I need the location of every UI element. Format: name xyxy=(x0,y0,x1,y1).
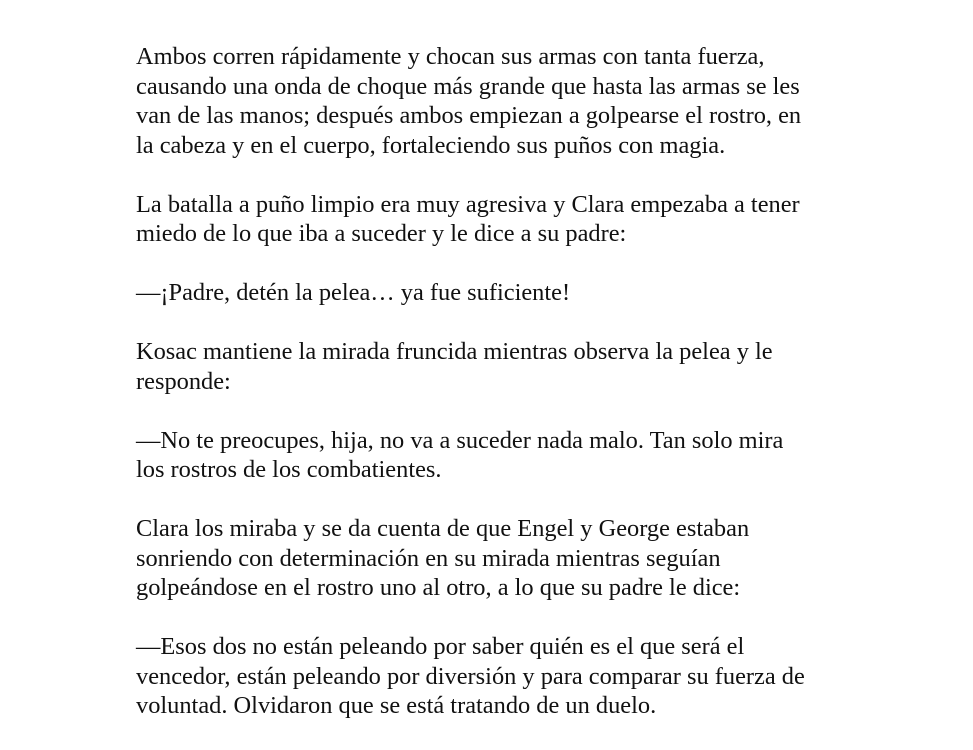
text-line: La batalla a puño limpio era muy agresiva y Clara empezaba a tener xyxy=(136,190,800,218)
text-line: los rostros de los combatientes. xyxy=(136,456,442,483)
paragraph-4 xyxy=(136,337,851,396)
paragraph-3-dialogue xyxy=(136,278,851,308)
text-line: la cabeza y en el cuerpo, fortaleciendo sus puños con magia. xyxy=(136,131,726,159)
text-line: van de las manos; después ambos empiezan a golpearse el rostro, en xyxy=(136,102,802,129)
text-line: sonriendo con determinación en su mirada mientras seguían xyxy=(136,544,721,572)
text-line: Ambos corren rápidamente y chocan sus armas con tanta fuerza, xyxy=(136,43,765,70)
text-line: Clara los miraba y se da cuenta de que Engel y George estaban xyxy=(136,515,750,542)
text-line: —¡Padre, detén la pelea… ya fue suficiente! xyxy=(136,279,571,306)
text-line: —Esos dos no están peleando por saber quién es el que será el xyxy=(136,633,745,660)
text-line: —No te preocupes, hija, no va a suceder nada malo. Tan solo mira xyxy=(136,426,784,454)
text-line: golpeándose en el rostro uno al otro, a lo que su padre le dice: xyxy=(136,574,741,601)
text-line: miedo de lo que iba a suceder y le dice a su padre: xyxy=(136,220,627,247)
paragraph-5-dialogue xyxy=(136,426,851,485)
text-line: Kosac mantiene la mirada fruncida mientras observa la pelea y le xyxy=(136,338,773,365)
paragraph-7-dialogue xyxy=(136,632,851,721)
text-line: vencedor, están peleando por diversión y para comparar su fuerza de xyxy=(136,662,805,690)
paragraph-1 xyxy=(136,42,851,160)
text-line: responde: xyxy=(136,367,231,395)
paragraph-2 xyxy=(136,190,851,249)
document-body xyxy=(136,42,851,750)
text-line: causando una onda de choque más grande que hasta las armas se les xyxy=(136,72,800,100)
paragraph-6 xyxy=(136,514,851,603)
text-line: voluntad. Olvidaron que se está tratando de un duelo. xyxy=(136,692,657,719)
